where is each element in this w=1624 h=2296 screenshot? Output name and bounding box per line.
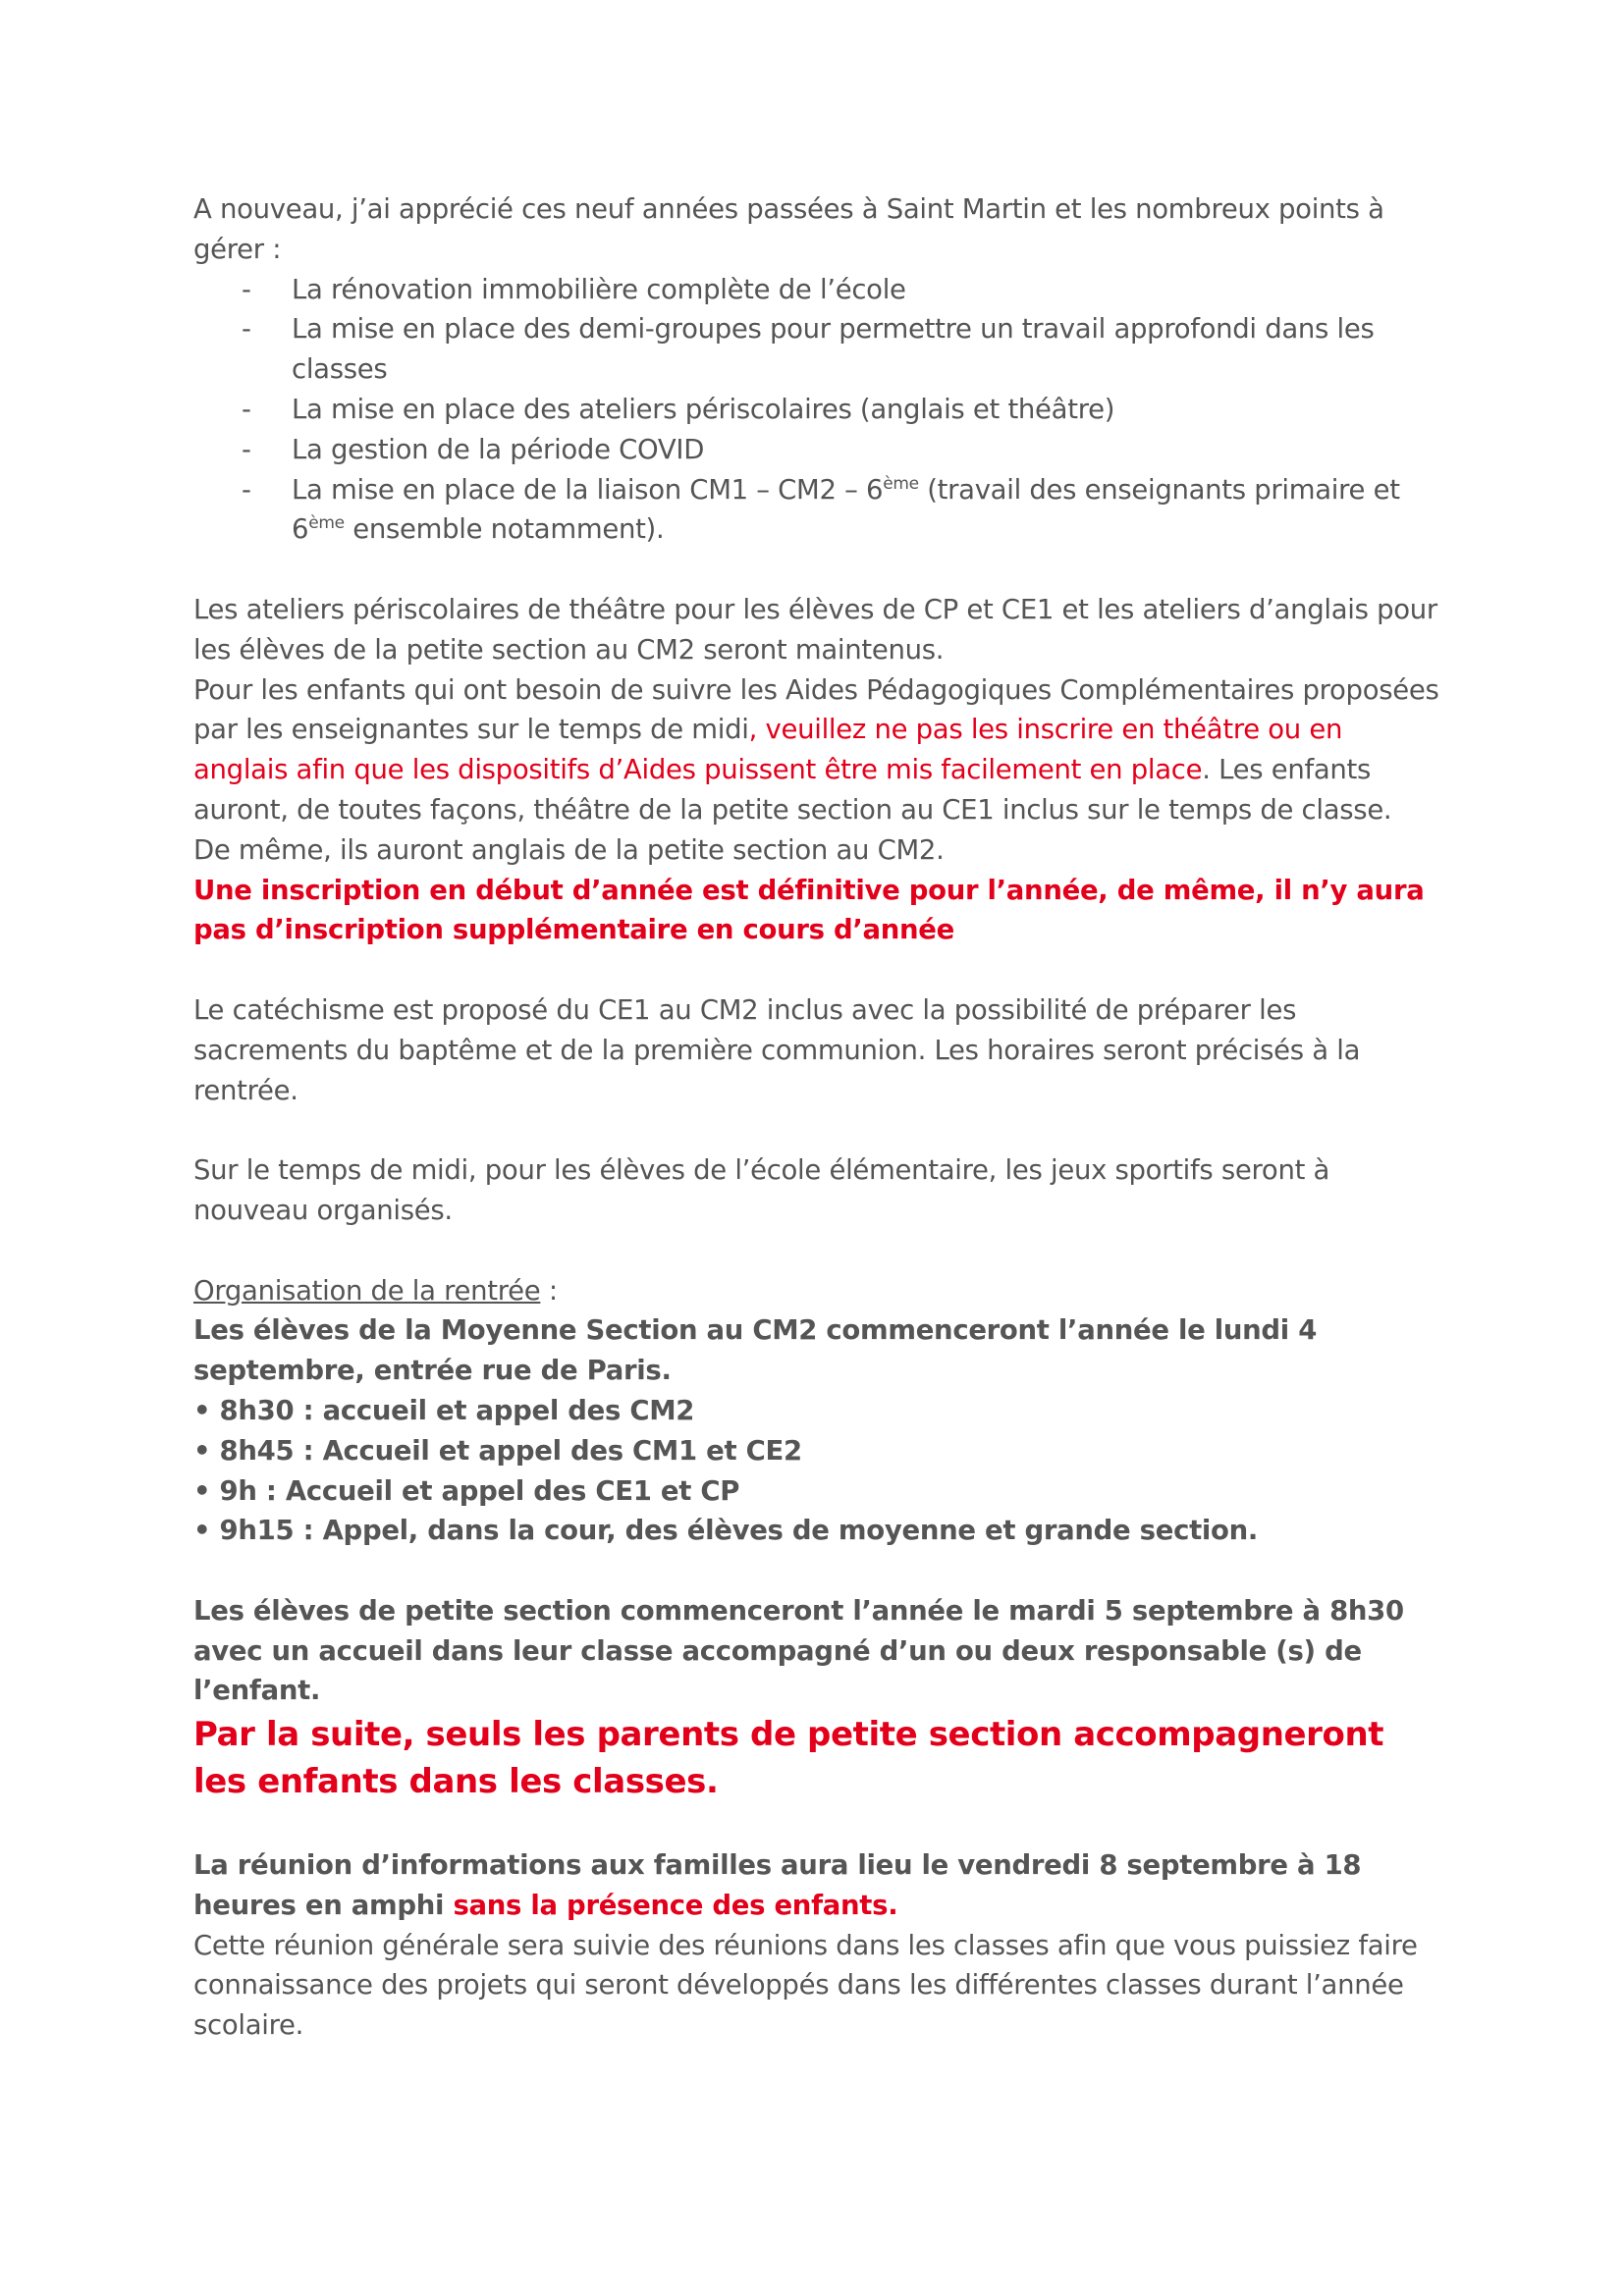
dash-bullet: - xyxy=(242,313,251,346)
catechisme-paragraph: Le catéchisme est proposé du CE1 au CM2 inclus avec la possibilité de préparer les sacrements du baptême et de la première communion. Les horaires seront précisés à la rentrée. xyxy=(193,993,1361,1106)
list-item: - La mise en place des demi-groupes pour permettre un travail approfondi dans les classes xyxy=(193,309,1440,390)
dash-bullet: - xyxy=(242,393,251,425)
schedule-item: • 9h15 : Appel, dans la cour, des élèves de moyenne et grande section. xyxy=(193,1515,1259,1547)
anglais-paragraph: De même, ils auront anglais de la petite section au CM2. xyxy=(193,833,945,866)
reunion-details: Cette réunion générale sera suivie des réunions dans les classes afin que vous puissiez faire connaissance des projets qui seront développés dans les différentes classes durant l’année scolaire. xyxy=(193,1929,1418,2042)
reunion-warning: sans la présence des enfants. xyxy=(453,1889,898,1921)
inscription-warning: Une inscription en début d’année est définitive pour l’année, de même, il n’y aura pas d’inscription supplémentaire en cours d’année xyxy=(193,874,1425,946)
midi-paragraph: Sur le temps de midi, pour les élèves de l’école élémentaire, les jeux sportifs seront à nouveau organisés. xyxy=(193,1154,1330,1226)
document-page xyxy=(193,189,1440,2046)
rentree-heading: Organisation de la rentrée : xyxy=(193,1274,558,1307)
dash-bullet: - xyxy=(242,273,251,305)
parents-notice: Par la suite, seuls les parents de petite section accompagneront les enfants dans les classes. xyxy=(193,1715,1384,1802)
petite-section-paragraph: Les élèves de petite section commenceront l’année le mardi 5 septembre à 8h30 avec un accueil dans leur classe accompagné d’un ou deux responsable (s) de l’enfant. xyxy=(193,1594,1404,1707)
rentree-lead: Les élèves de la Moyenne Section au CM2 commenceront l’année le lundi 4 septembre, entrée rue de Paris. xyxy=(193,1314,1318,1387)
dash-bullet: - xyxy=(242,473,251,506)
dash-bullet: - xyxy=(242,433,251,465)
aides-warning: , veuillez ne pas les inscrire en théâtre ou en anglais afin que les dispositifs d’Aides puissent être mis facilement en place xyxy=(193,714,1343,786)
schedule-item: • 9h : Accueil et appel des CE1 et CP xyxy=(193,1474,740,1507)
schedule-item: • 8h30 : accueil et appel des CM2 xyxy=(193,1394,695,1426)
schedule-item: • 8h45 : Accueil et appel des CM1 et CE2 xyxy=(193,1434,802,1467)
list-item: - La gestion de la période COVID xyxy=(193,430,1440,470)
list-item: - La mise en place de la liaison CM1 – CM2 – 6ème (travail des enseignants primaire et 6ème ensemble notamment). xyxy=(193,470,1440,551)
ateliers-paragraph: Les ateliers périscolaires de théâtre pour les élèves de CP et CE1 et les ateliers d’anglais pour les élèves de la petite section au CM2 seront maintenus. xyxy=(193,593,1437,666)
reunion-paragraph: La réunion d’informations aux familles aura lieu le vendredi 8 septembre à 18 heures en amphi sans la présence des enfants. xyxy=(193,1849,1362,1921)
aides-paragraph: Pour les enfants qui ont besoin de suivre les Aides Pédagogiques Complémentaires proposées par les enseignantes sur le temps de midi, veuillez ne pas les inscrire en théâtre ou en anglais afin que les dispositifs d’Aides puissent être mis facilement en place. Les enfants auront, de toutes façons, théâtre de la petite section au CE1 inclus sur le temps de classe. xyxy=(193,673,1439,826)
intro-paragraph: A nouveau, j’ai apprécié ces neuf années passées à Saint Martin et les nombreux points à gérer : xyxy=(193,193,1384,265)
list-item: - La rénovation immobilière complète de l’école xyxy=(193,270,1440,310)
achievements-list xyxy=(193,270,1440,551)
list-item: - La mise en place des ateliers périscolaires (anglais et théâtre) xyxy=(193,390,1440,430)
